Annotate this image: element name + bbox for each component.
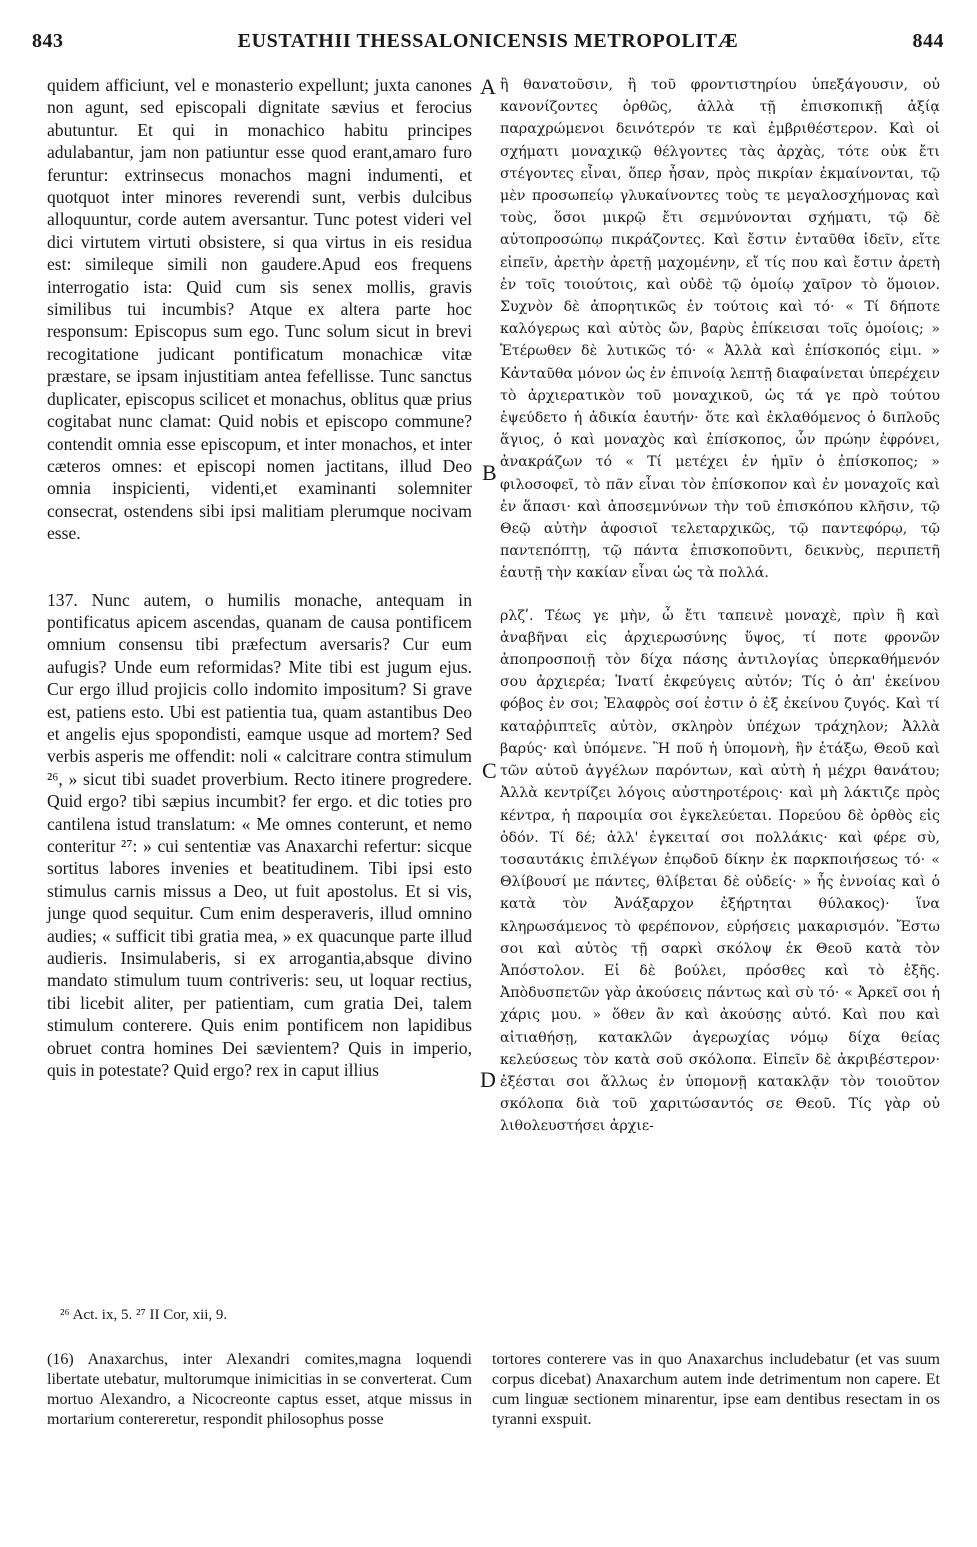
page-number-left: 843	[32, 30, 64, 52]
margin-marker-c: C	[482, 758, 497, 783]
greek-paragraph-137: ρλζʹ. Τέως γε μὴν, ὦ ἔτι ταπεινὲ μοναχὲ, πρὶν ἢ καὶ ἀναβῆναι εἰς ἀρχιερωσύνης ὕψος, τί ποτε φρονῶν ἀποπροσποιῇ τὸν δίχα πάσης ἀντιλογίας ὑπερκαθήμενόν σου ἀρχιερέα; Ἱνατί ἐκφεύγεις αὐτόν; Τίς ὁ ἀπ' ἐκείνου φόβος ἐν σοι; Ἐλαφρὸς σοί ἐστιν ὁ ἐξ ἐκείνου ζυγός. Καὶ τί καταῤῥιπτεῖς αὐτὸν, σκληρὸν ὑπέχων τράχηλον; Ἀλλὰ βαρύς· καὶ ὑπόμενε. Ἢ ποῦ ἡ ὑπομονὴ, ἣν ἐτάξω, Θεοῦ καὶ τῶν αὐτοῦ ἀγγέλων παρόντων, καὶ αὐτὴ ἡ μέχρι θανάτου; Ἀλλὰ κεντρίζει λόγοις αὐστηροτέροις· καὶ μὴ λάκτιζε πρὸς κέντρα, ἡ παροιμία σοι ἐγκελεύεται. Πορεύου δὲ ὀρθὸς εἰς ὁδόν. Τί δέ; ἀλλ' ἐγκειταί σοι πολλάκις· καὶ φέρε σὺ, τοσαυτάκις ἐπιλέγων ἐπῳδοῦ δίκην ἐκ παρκποιήσεως τό· « Θλίβουσί με πάντες, θλίβεται δὲ οὐδείς· » ἧς ἐννοίας καὶ ὁ κατὰ τὸν Ἀνάξαρχον ἐξήρτηται θύλακος)· ἵνα κληρωσάμενος τὸ φερέπονον, εὑρήσεις μακαρισμόν. Ἔστω σοι καὶ αὐτὸς τῇ σαρκὶ σκόλοψ ἐκ Θεοῦ κατὰ τὸν Ἀπόστολον. Εἰ δὲ βούλει, πρόσθες καὶ τὸ ἑξῆς. Ἀπὸδυσπετῶν γὰρ ἀκούσεις πάντως καὶ σὺ τό· « Ἀρκεῖ σοι ἡ χάρις μου. » ὅθεν ἂν καὶ ἀκούσῃς αὐτό. Καὶ που καὶ αἰτιαθήσῃ, κατακλῶν ἀγερωχίας νόμῳ δίχα θείας κελεύσεως τὸν κατὰ σοῦ σκόλοπα. Εἰπεῖν δὲ ἀκριβέστερον· ἐξέσται σοι ἄλλως ἐν ὑπομονῇ κατακλᾷν τὸν τοιοῦτον σκόλοπα διὰ τοῦ χαριτώσαντός σε Θεοῦ. Τίς γὰρ οὐ λιθολευστήσει ἀρχιε-	[500, 607, 940, 1135]
scripture-references: ²⁶ Act. ix, 5. ²⁷ II Cor, xii, 9.	[60, 1307, 228, 1323]
margin-marker-a: A	[480, 74, 496, 99]
running-header	[32, 30, 944, 64]
paragraph-gap	[47, 545, 472, 589]
margin-marker-d: D	[480, 1067, 496, 1092]
running-title: EUSTATHII THESSALONICENSIS METROPOLITÆ	[237, 30, 739, 52]
footnote-right: tortores conterere vas in quo Anaxarchus includebatur (et vas suum corpus dicebat) Anaxarchum autem inde detrimentum non capere. Et cum linguæ sectionem minarentur, ipse eam dentibus resectam in os tyranni exspuit.	[492, 1351, 940, 1428]
page-number-right: 844	[912, 30, 944, 52]
latin-paragraph: quidem afficiunt, vel e monasterio expellunt; juxta canones non agunt, sed episcopali dignitate sævius et ferocius abutuntur. Et qui in monachico habitu principes adulabantur, jam non patiuntur esse quod erant,amaro furo feruntur: extrinsecus monachos magni indumenti, et quotquot inter minores reverendi sunt, verbis dulcibus alloquuntur, corde autem aversantur. Tunc potest videri vel dici virtutem virtuti obsistere, si qua virtus in eis residua est: simileque simili non gaudere.Apud eos frequens interrogatio ista: Quid cum sis senex mollis, gravis similibus tui incumbis? Atque ex altera parte hoc responsum: Episcopus sum ego. Tunc solum sicut in brevi recogitatione judicant pontificatum monachicæ vitæ præstare, se ipsam injustitiam antea fefellisse. Tunc sanctus duplicater, episcopus scilicet et monachus, oblitus quæ prius cogitabat nunc clamat: Quid nobis et episcopo commune? contendit omnia esse episcopum, et inter monachos, et inter cæteros omnes: et episcopi nomen jactitans, illud Deo omnia inspicienti, videnti,et examinanti solemniter consecrat, ostendens sibi ipsi malitiam plerumque nocivam esse.	[47, 75, 472, 544]
latin-column	[47, 74, 472, 1081]
footnote-left: (16) Anaxarchus, inter Alexandri comites,magna loquendi libertate utebatur, multorumque inimicitias in se converterat. Cum mortuo Alexandro, a Nicocreonte captus esset, atque missus in mortarium contereretur, respondit philosophus posse	[47, 1351, 472, 1428]
paragraph-gap	[500, 585, 940, 605]
greek-column	[500, 74, 940, 1138]
margin-marker-b: B	[482, 460, 497, 485]
latin-paragraph-137: 137. Nunc autem, o humilis monache, antequam in pontificatus apicem ascendas, quanam de causa pontificem omnium consensu tibi præfectum aversaris? Cur eum aufugis? Unde eum reformidas? Mite tibi est jugum ejus. Cur ergo illud projicis collo indomito impositum? Si grave est, patiens esto. Ubi est patientia tua, quam astantibus Deo et angelis ejus spopondisti, eamque usque ad mortem? Sed verbis asperis me offendit: noli « calcitrare contra stimulum ²⁶, » sicut tibi suadet proverbium. Recto itinere progredere. Quid ergo? tibi sæpius incumbit? fer ergo. et dic toties pro cantilena istud translatum: « Me omnes conterunt, et nemo conteritur ²⁷: » cui sententiæ vas Anaxarchi refertur: sicque sortitus labores invenies et beatitudinem. Tibi ipsi esto stimulus carnis missus a Deo, ut fuit apostolus. Et si vis, junge quod sequitur. Cum enim desperaveris, illud omnino audies; « sufficit tibi gratia mea, » ex quacunque parte illud audieris. Insimulaberis, si ex arrogantia,absque divino mandato stimulum tuum contriveris: seu, ut loquar rectius, tibi licebit aliter, per patientiam, cum gratia Dei, talem stimulum conterere. Quis enim pontificem non lapidibus obruet contra homines Dei sævientem? Quis in imperio, quis in potestate? Quid ergo? rex in caput illius	[47, 589, 472, 1081]
greek-paragraph: ἢ θανατοῦσιν, ἢ τοῦ φροντιστηρίου ὑπεξάγουσιν, οὐ κανονίζοντες ὀρθῶς, ἀλλὰ τῇ ἐπισκοπικῇ ἀξίᾳ παραχρώμενοι δεινότερόν τε καὶ ἐμβριθέστερον. Καὶ οἱ σχήματι μοναχικῷ θέλγοντες τὰς ἀρχὰς, τότε οὐκ ἔτι στέγοντες εἶναι, ὅπερ ἦσαν, πρὸς πικρίαν ἐκμαίνονται, τῷ μὲν προσωπείῳ γλυκαίνοντες τοὺς τε μεγαλοσχήμονας καὶ τοὺς, ὅσοι μικρῷ ἔτι σεμνύνονται σχήματι, τῷ δὲ αὐτοπροσώπῳ πικράζοντες. Καὶ ἔστιν ἐνταῦθα ἰδεῖν, εἴτε εἰπεῖν, ἀρετὴν ἀρετῇ μαχομένην, εἴ τίς που καὶ ἔστιν ἀρετὴ ἐν τοῖς τοιούτοις, καὶ οὐδὲ τῷ ὁμοίῳ χαῖρον τὸ ὅμοιον. Συχνὸν δὲ ἀπορητικῶς ἐν τούτοις καὶ τό· « Τί δήποτε καλόγερως καὶ αὐτὸς ὤν, βαρὺς ἐπίκεισαι τοῖς ὁμοίοις; » Ἑτέρωθεν δὲ λυτικῶς τό· « Ἀλλὰ καὶ ἐπίσκοπός εἰμι. » Κἀνταῦθα μόνον ὡς ἐν ἐπινοίᾳ λεπτῇ διαφαίνεται ὑπερέχειν τὸ ἀρχιερατικὸν τοῦ μοναχικοῦ, ὡς τά γε πρὸ τούτου ἐψεύδετο ἡ ἀδικία ἑαυτήν· ὅτε καὶ ἐκλαθόμενος ὁ διπλοῦς ἅγιος, ὁ καὶ μοναχὸς καὶ ἐπίσκοπος, ὧν πρώην ἐφρόνει, ἀνακράζων τό « Τί μετέχει ἐν ἡμῖν ὁ ἐπίσκοπος; » φιλοσοφεῖ, τὸ πᾶν εἶναι τὸν ἐπίσκοπον καὶ ἐν μοναχοῖς καὶ ἐν ἅπασι· καὶ ἀποσεμνύνων τὴν τοῦ ἐπισκόπου κλῆσιν, τῷ Θεῷ αὐτὴν ἀφοσιοῖ τελεταρχικῶς, τῷ παντεφόρῳ, τῷ παντεπόπτῃ, τῷ πάντα ἐπισκοποῦντι, δεικνὺς, περιπετῆ ἑαυτῇ τὴν κακίαν εἶναι ὡς τὰ πολλά.	[500, 77, 940, 582]
